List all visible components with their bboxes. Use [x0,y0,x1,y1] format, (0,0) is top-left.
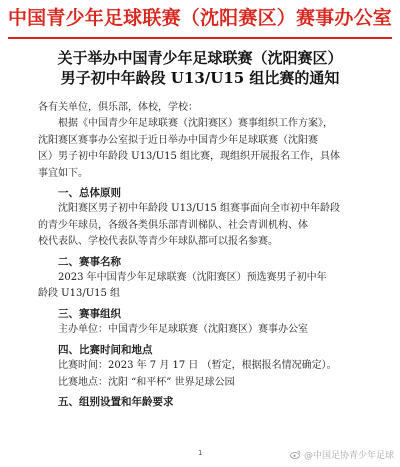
intro-line: 区）男子初中年龄段 U13/U15 组比赛，现组织开展报名工作，具体 [38,151,341,163]
section-line: 沈阳赛区男子初中年龄段 U13/U15 组赛事面向全市初中年龄段 [58,203,341,215]
section-heading-organization: 三、赛事组织 [58,307,121,320]
section-line: 校代表队、学校代表队等青少年球队都可以报名参赛。 [38,236,278,248]
notice-title-line-1: 关于举办中国青少年足球联赛（沈阳赛区） [57,49,343,67]
letterhead-divider [8,37,392,39]
notice-body [38,100,374,410]
intro-line: 事宜如下。 [38,167,88,179]
watermark [290,448,394,461]
section-line: 的青少年球员，各级各类俱乐部青训梯队、社会青训机构、体 [38,219,308,231]
intro-line: 沈阳赛区赛事办公室拟于近日举办中国青少年足球联赛（沈阳赛 [38,134,318,146]
section-heading-groups-age: 五、组别设置和年龄要求 [58,395,174,408]
letterhead-title: 中国青少年足球联赛（沈阳赛区）赛事办公室 [7,7,392,29]
section-heading-principles: 一、总体原则 [58,187,121,200]
weibo-icon [290,450,301,459]
section-line: 比赛地点：沈阳 “和平杯” 世界足球公园 [58,376,235,388]
intro-line: 根据《中国青少年足球联赛（沈阳赛区）赛事组织工作方案》， [58,118,333,130]
section-line: 主办单位：中国青少年足球联赛（沈阳赛区）赛事办公室 [58,324,308,336]
section-line: 比赛时间：2023 年 7 月 17 日 （暂定，根据报名情况确定）。 [58,360,337,372]
greeting: 各有关单位，俱乐部，体校，学校： [38,102,198,113]
watermark-text: @中国足协青少年足球 [303,451,394,461]
section-line: 2023 年中国青少年足球联赛（沈阳赛区）预选赛男子初中年 [58,272,327,284]
section-heading-time-venue: 四、比赛时间和地点 [58,343,153,356]
page-number: 1 [198,449,203,457]
section-heading-event-name: 二、赛事名称 [58,255,121,268]
section-line: 龄段 U13/U15 组 [38,288,121,300]
notice-title-line-2: 男子初中年龄段 U13/U15 组比赛的通知 [60,69,340,87]
